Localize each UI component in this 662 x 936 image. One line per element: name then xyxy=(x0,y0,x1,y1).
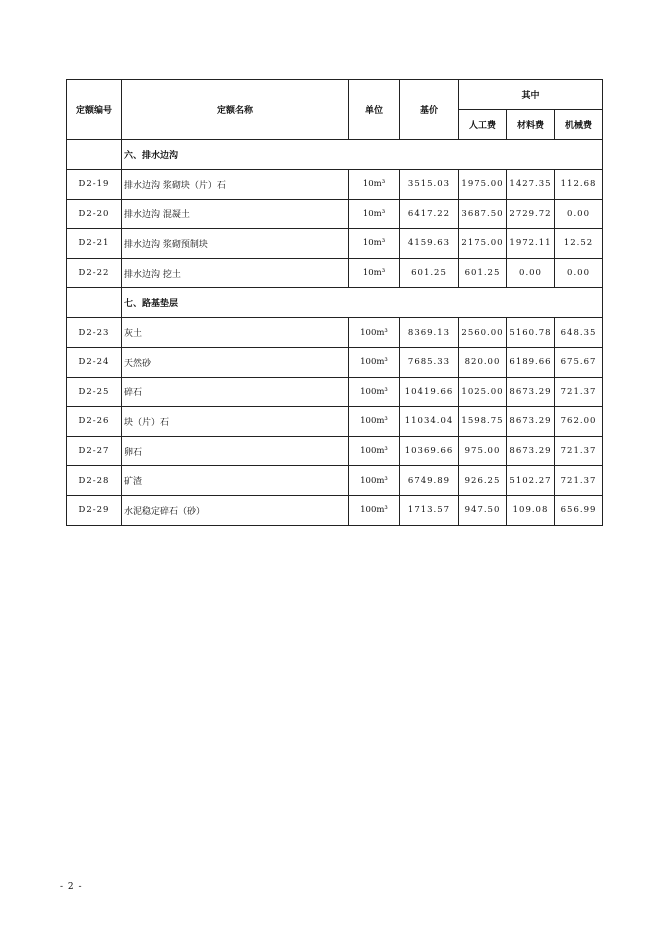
labor-cost-cell: 1598.75 xyxy=(459,407,507,437)
material-cost-cell: 5160.78 xyxy=(507,318,555,348)
quota-name-cell: 卵石 xyxy=(122,436,349,466)
table-row xyxy=(67,436,603,466)
material-cost-cell: 6189.66 xyxy=(507,347,555,377)
material-cost-cell: 0.00 xyxy=(507,258,555,288)
material-cost-cell: 8673.29 xyxy=(507,377,555,407)
table-row xyxy=(67,258,603,288)
quota-name-cell: 矿渣 xyxy=(122,466,349,496)
quota-name-cell: 碎石 xyxy=(122,377,349,407)
section-code-cell xyxy=(67,288,122,318)
labor-cost-cell: 1025.00 xyxy=(459,377,507,407)
machine-cost-cell: 12.52 xyxy=(555,229,603,259)
base-price-cell: 4159.63 xyxy=(400,229,459,259)
quota-name-cell: 排水边沟 浆砌预制块 xyxy=(122,229,349,259)
header-base-price: 基价 xyxy=(400,80,459,140)
labor-cost-cell: 601.25 xyxy=(459,258,507,288)
table-row xyxy=(67,495,603,525)
header-material: 材料费 xyxy=(507,110,555,140)
machine-cost-cell: 112.68 xyxy=(555,170,603,200)
machine-cost-cell: 675.67 xyxy=(555,347,603,377)
labor-cost-cell: 947.50 xyxy=(459,495,507,525)
table-row xyxy=(67,170,603,200)
base-price-cell: 601.25 xyxy=(400,258,459,288)
table-row xyxy=(67,318,603,348)
page-number: - 2 - xyxy=(60,882,83,892)
table-row xyxy=(67,466,603,496)
table-row xyxy=(67,199,603,229)
quota-code-cell: D2-24 xyxy=(67,347,122,377)
table-row xyxy=(67,377,603,407)
section-code-cell xyxy=(67,140,122,170)
unit-cell: 10m³ xyxy=(349,170,400,200)
header-unit: 单位 xyxy=(349,80,400,140)
section-row xyxy=(67,288,603,318)
unit-cell: 100m³ xyxy=(349,495,400,525)
material-cost-cell: 109.08 xyxy=(507,495,555,525)
material-cost-cell: 8673.29 xyxy=(507,436,555,466)
section-row xyxy=(67,140,603,170)
machine-cost-cell: 721.37 xyxy=(555,377,603,407)
machine-cost-cell: 762.00 xyxy=(555,407,603,437)
material-cost-cell: 5102.27 xyxy=(507,466,555,496)
quota-table xyxy=(66,79,603,526)
labor-cost-cell: 975.00 xyxy=(459,436,507,466)
unit-cell: 100m³ xyxy=(349,347,400,377)
base-price-cell: 10419.66 xyxy=(400,377,459,407)
machine-cost-cell: 656.99 xyxy=(555,495,603,525)
unit-cell: 100m³ xyxy=(349,407,400,437)
section-title: 六、排水边沟 xyxy=(122,140,603,170)
labor-cost-cell: 820.00 xyxy=(459,347,507,377)
base-price-cell: 3515.03 xyxy=(400,170,459,200)
quota-name-cell: 天然砂 xyxy=(122,347,349,377)
table-body xyxy=(67,140,603,526)
base-price-cell: 1713.57 xyxy=(400,495,459,525)
unit-cell: 100m³ xyxy=(349,377,400,407)
header-of-which: 其中 xyxy=(459,80,603,110)
machine-cost-cell: 0.00 xyxy=(555,258,603,288)
material-cost-cell: 8673.29 xyxy=(507,407,555,437)
quota-code-cell: D2-20 xyxy=(67,199,122,229)
labor-cost-cell: 3687.50 xyxy=(459,199,507,229)
quota-code-cell: D2-21 xyxy=(67,229,122,259)
machine-cost-cell: 721.37 xyxy=(555,466,603,496)
quota-name-cell: 排水边沟 挖土 xyxy=(122,258,349,288)
quota-name-cell: 排水边沟 浆砌块（片）石 xyxy=(122,170,349,200)
quota-code-cell: D2-28 xyxy=(67,466,122,496)
header-code: 定额编号 xyxy=(67,80,122,140)
base-price-cell: 11034.04 xyxy=(400,407,459,437)
base-price-cell: 6749.89 xyxy=(400,466,459,496)
unit-cell: 100m³ xyxy=(349,436,400,466)
machine-cost-cell: 721.37 xyxy=(555,436,603,466)
base-price-cell: 6417.22 xyxy=(400,199,459,229)
unit-cell: 10m³ xyxy=(349,258,400,288)
quota-code-cell: D2-29 xyxy=(67,495,122,525)
machine-cost-cell: 0.00 xyxy=(555,199,603,229)
base-price-cell: 8369.13 xyxy=(400,318,459,348)
table-row xyxy=(67,407,603,437)
quota-code-cell: D2-27 xyxy=(67,436,122,466)
unit-cell: 10m³ xyxy=(349,199,400,229)
labor-cost-cell: 2175.00 xyxy=(459,229,507,259)
quota-table-wrapper xyxy=(66,79,603,526)
labor-cost-cell: 1975.00 xyxy=(459,170,507,200)
material-cost-cell: 1972.11 xyxy=(507,229,555,259)
header-machine: 机械费 xyxy=(555,110,603,140)
quota-code-cell: D2-22 xyxy=(67,258,122,288)
labor-cost-cell: 2560.00 xyxy=(459,318,507,348)
section-title: 七、路基垫层 xyxy=(122,288,603,318)
unit-cell: 100m³ xyxy=(349,466,400,496)
quota-name-cell: 块（片）石 xyxy=(122,407,349,437)
quota-code-cell: D2-26 xyxy=(67,407,122,437)
quota-name-cell: 灰土 xyxy=(122,318,349,348)
table-row xyxy=(67,229,603,259)
base-price-cell: 10369.66 xyxy=(400,436,459,466)
base-price-cell: 7685.33 xyxy=(400,347,459,377)
header-name: 定额名称 xyxy=(122,80,349,140)
labor-cost-cell: 926.25 xyxy=(459,466,507,496)
header-labor: 人工费 xyxy=(459,110,507,140)
quota-code-cell: D2-19 xyxy=(67,170,122,200)
quota-code-cell: D2-25 xyxy=(67,377,122,407)
unit-cell: 100m³ xyxy=(349,318,400,348)
quota-name-cell: 水泥稳定碎石（砂） xyxy=(122,495,349,525)
table-row xyxy=(67,347,603,377)
material-cost-cell: 1427.35 xyxy=(507,170,555,200)
unit-cell: 10m³ xyxy=(349,229,400,259)
quota-code-cell: D2-23 xyxy=(67,318,122,348)
machine-cost-cell: 648.35 xyxy=(555,318,603,348)
quota-name-cell: 排水边沟 混凝土 xyxy=(122,199,349,229)
material-cost-cell: 2729.72 xyxy=(507,199,555,229)
